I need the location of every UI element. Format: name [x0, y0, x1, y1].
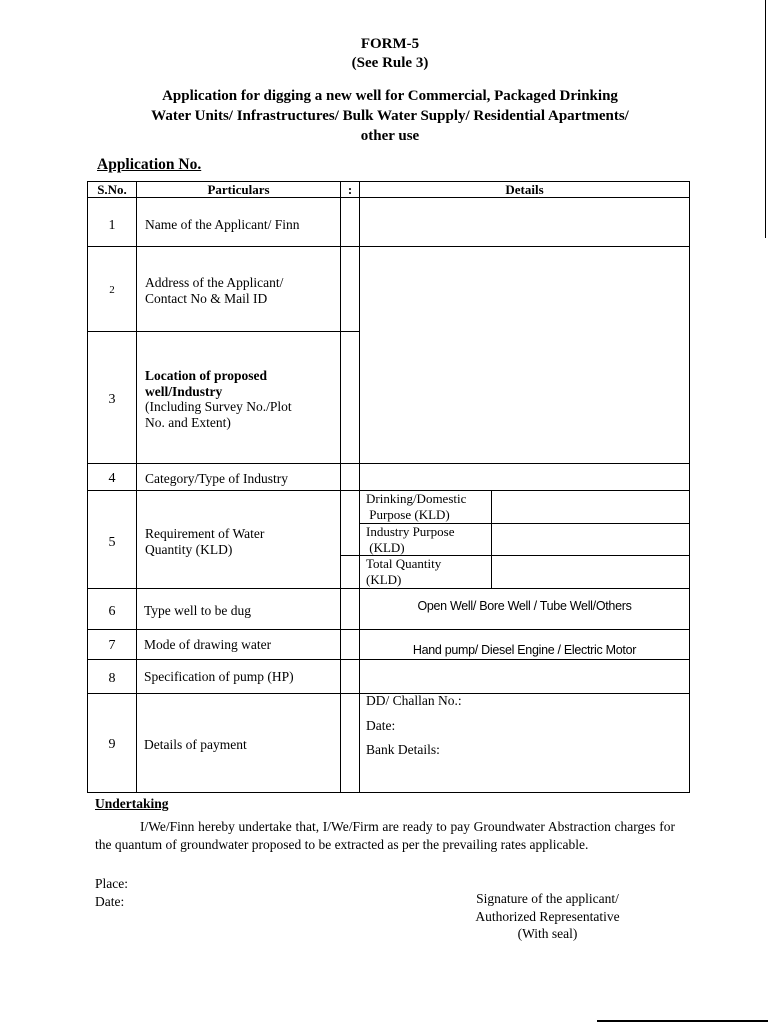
table-right-border — [689, 181, 690, 793]
table-left-border — [87, 181, 88, 793]
row3-label-bold-line2: well/Industry — [145, 384, 223, 399]
row3-label-line4: No. and Extent) — [145, 415, 231, 430]
row7-label: Mode of drawing water — [144, 637, 272, 652]
row8-sno: 8 — [108, 671, 116, 686]
row4-sno: 4 — [108, 471, 116, 486]
form-title-line-1: Application for digging a new well for Commercial, Packaged Drinking — [162, 88, 618, 104]
row1-sno: 1 — [108, 218, 116, 233]
header-sno: S.No. — [97, 182, 127, 197]
well-type-options[interactable]: Open Well/ Bore Well / Tube Well/Others — [417, 599, 632, 613]
pump-specification-field[interactable] — [361, 661, 688, 692]
row9-sno: 9 — [108, 737, 116, 752]
total-quantity-label-line1: Total Quantity — [366, 556, 442, 571]
industry-category-field[interactable] — [361, 465, 688, 489]
signature-line2: Authorized Representative — [475, 909, 620, 924]
header-colon: : — [347, 182, 353, 197]
row6-bottom-border — [87, 629, 690, 630]
total-quantity-field[interactable] — [493, 557, 688, 587]
address-location-field[interactable] — [361, 248, 688, 462]
row5-subvalue-border — [491, 490, 492, 588]
sno-column-border — [136, 181, 137, 793]
row1-label: Name of the Applicant/ Finn — [145, 217, 300, 232]
row5-label-line1: Requirement of Water — [145, 526, 265, 541]
payment-date-label: Date: — [366, 718, 396, 733]
total-quantity-label-line2: (KLD) — [366, 572, 402, 587]
row3-sno: 3 — [108, 392, 116, 407]
row3-bottom-border — [87, 463, 690, 464]
row5-label-line2: Quantity (KLD) — [145, 542, 233, 557]
particulars-column-border — [340, 181, 341, 793]
form-number: FORM-5 — [360, 36, 420, 52]
row7-sno: 7 — [108, 638, 116, 653]
row2-label-line1: Address of the Applicant/ — [145, 275, 284, 290]
row6-label: Type well to be dug — [144, 603, 252, 618]
row9-label: Details of payment — [144, 737, 247, 752]
header-particulars: Particulars — [207, 182, 270, 197]
form-title-line-3: other use — [360, 128, 420, 144]
signature-line1: Signature of the applicant/ — [476, 891, 619, 906]
date-label: Date: — [95, 894, 125, 909]
row6-sno: 6 — [108, 604, 116, 619]
drinking-domestic-label-line1: Drinking/Domestic — [366, 491, 467, 506]
row5-sno: 5 — [108, 535, 116, 550]
row2-bottom-border — [87, 331, 359, 332]
application-number-label: Application No. — [97, 156, 202, 173]
header-details: Details — [505, 182, 544, 197]
rule-reference: (See Rule 3) — [351, 55, 429, 71]
bank-details-label: Bank Details: — [366, 742, 440, 757]
table-bottom-border — [87, 792, 690, 793]
row7-bottom-border — [87, 659, 690, 660]
drinking-domestic-quantity-field[interactable] — [493, 492, 688, 522]
undertaking-text: I/We/Finn hereby undertake that, I/We/Firm are ready to pay Groundwater Abstraction charges for the quantum of groundwater proposed to be extracted as per the prevailing rates applicable. — [95, 819, 675, 852]
row3-label-bold-line1: Location of proposed — [145, 368, 268, 383]
page-edge-bottom — [597, 1020, 768, 1022]
applicant-name-field[interactable] — [361, 199, 688, 245]
drawing-mode-options[interactable]: Hand pump/ Diesel Engine / Electric Motor — [412, 643, 637, 657]
industry-purpose-quantity-field[interactable] — [493, 525, 688, 554]
industry-purpose-label-line2: (KLD) — [366, 540, 405, 555]
row3-label-line3: (Including Survey No./Plot — [145, 399, 292, 414]
dd-challan-label: DD/ Challan No.: — [366, 693, 462, 708]
form-title-line-2: Water Units/ Infrastructures/ Bulk Water Supply/ Residential Apartments/ — [151, 108, 629, 124]
row2-sno: 2 — [109, 284, 115, 296]
row2-label-line2: Contact No & Mail ID — [145, 291, 268, 306]
industry-purpose-label-line1: Industry Purpose — [366, 524, 455, 539]
drinking-domestic-label-line2: Purpose (KLD) — [366, 507, 450, 522]
row8-label: Specification of pump (HP) — [144, 669, 294, 684]
undertaking-heading: Undertaking — [95, 796, 169, 811]
signature-line3: (With seal) — [517, 926, 578, 941]
page-edge-right — [765, 0, 766, 238]
row1-bottom-border — [87, 246, 690, 247]
row5-bottom-border — [87, 588, 690, 589]
colon-column-border — [359, 181, 360, 793]
place-label: Place: — [95, 876, 128, 891]
row4-label: Category/Type of Industry — [145, 471, 289, 486]
